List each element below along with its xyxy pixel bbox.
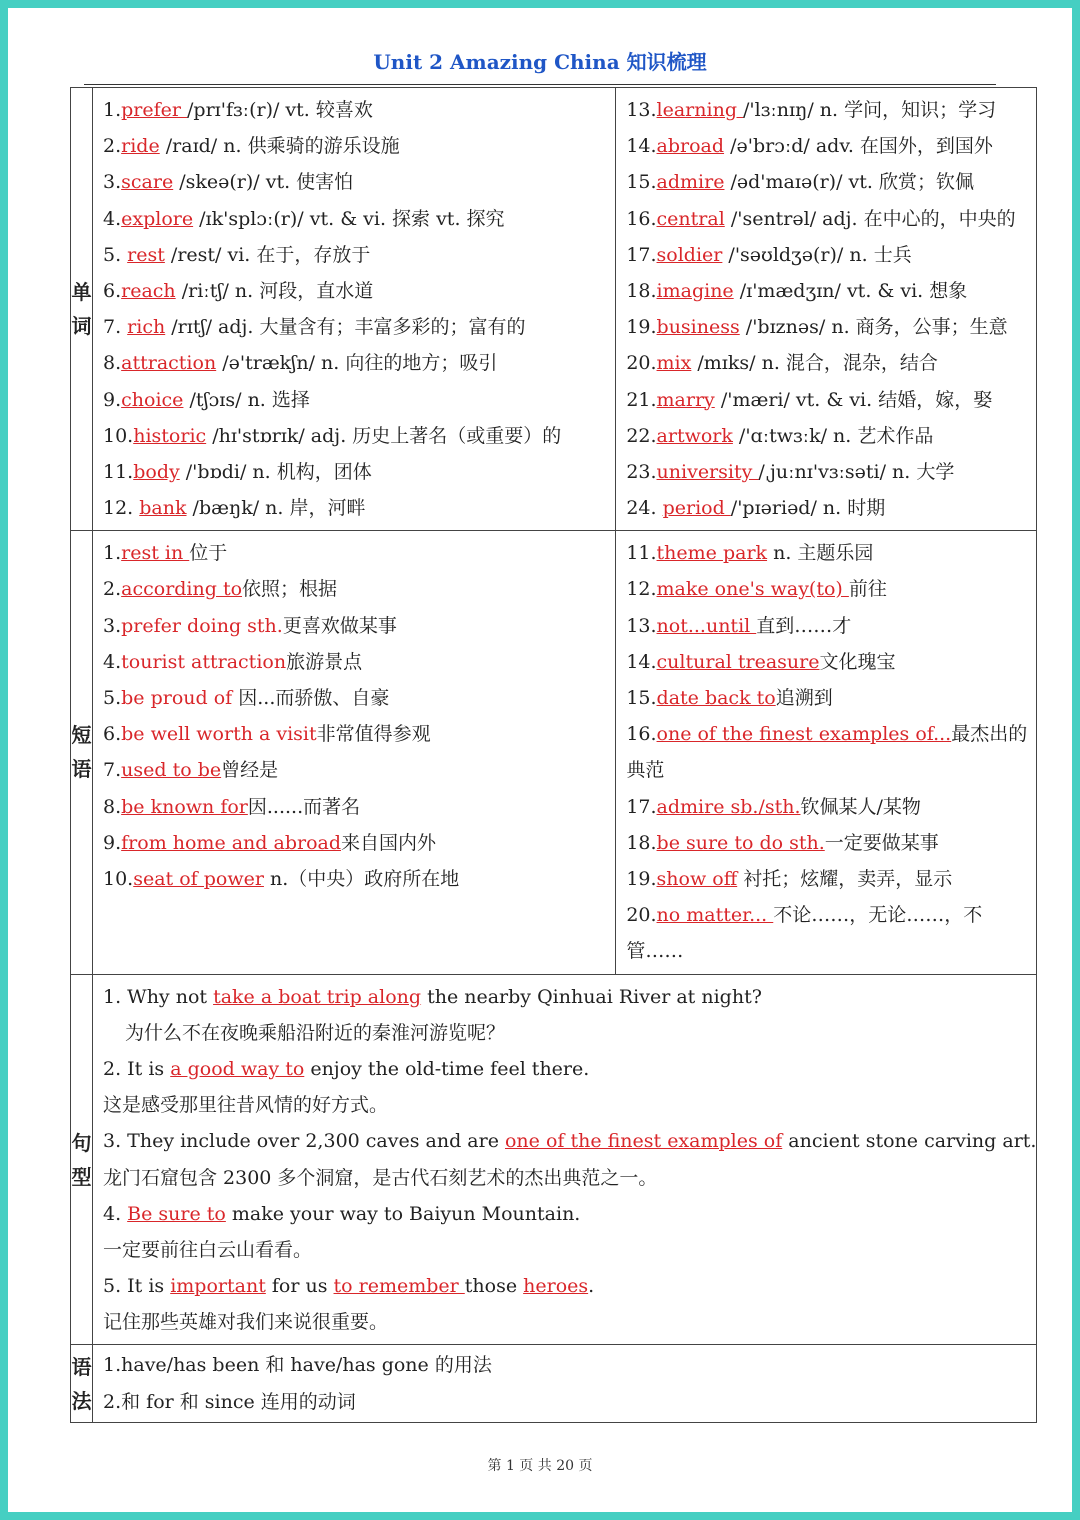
phrase-entry — [103, 535, 615, 571]
phrase-text: admire sb./sth. — [656, 795, 801, 818]
entry-word: admire — [656, 171, 725, 194]
phrase-text: rest in — [121, 542, 190, 565]
entry-definition: /'lɜːnɪŋ/ n. 学问，知识；学习 — [743, 99, 997, 121]
phrase-entry — [626, 897, 1036, 969]
sentences-column — [93, 974, 1037, 1345]
vocab-entry — [103, 418, 615, 454]
vocab-entry — [103, 382, 615, 418]
phrases-left-column — [93, 531, 616, 974]
sentence-text: for us — [265, 1275, 334, 1298]
sentence-key-phrase: one of the finest examples of — [504, 1130, 783, 1153]
vocab-entry — [103, 490, 615, 526]
vocab-right-column — [616, 88, 1037, 531]
phrase-text: be well worth a visit — [121, 723, 317, 746]
phrase-meaning: 因...而骄傲、自豪 — [238, 687, 390, 709]
phrase-entry — [103, 680, 615, 716]
phrase-text: be sure to do sth. — [656, 831, 825, 854]
phrase-number: 1. — [103, 542, 122, 565]
vocab-entry — [103, 345, 615, 381]
phrase-text: show off — [656, 867, 738, 890]
entry-word: business — [656, 316, 740, 339]
entry-definition: /əd'maɪə(r)/ vt. 欣赏；钦佩 — [724, 171, 974, 194]
entry-word: marry — [656, 388, 715, 411]
phrase-meaning: 因......而著名 — [247, 795, 361, 818]
phrase-meaning: 依照；根据 — [242, 578, 338, 601]
sentence-english — [103, 1051, 1036, 1087]
phrase-number: 4. — [103, 650, 122, 673]
phrase-number: 3. — [103, 614, 122, 637]
vocab-entry — [626, 309, 1036, 345]
entry-number: 6. — [103, 279, 122, 302]
entry-number: 16. — [626, 207, 657, 230]
vocab-entry — [626, 201, 1036, 237]
phrase-text: make one's way(to) — [656, 578, 849, 601]
phrase-entry — [626, 789, 1036, 825]
category-label-text: 句型 — [71, 1130, 92, 1189]
phrase-entry — [103, 752, 615, 788]
entry-definition: /hɪ'stɒrɪk/ adj. 历史上著名（或重要）的 — [206, 424, 562, 447]
phrase-meaning: 旅游景点 — [286, 650, 363, 673]
sentence-key-phrase: a good way to — [170, 1057, 305, 1080]
entry-definition: /'mæri/ vt. & vi. 结婚，嫁，娶 — [714, 388, 993, 411]
sentence-text: 4. — [103, 1202, 128, 1225]
entry-number: 11. — [103, 460, 134, 483]
phrases-label — [71, 531, 93, 974]
sentence-text: 2. It is — [103, 1057, 171, 1080]
entry-word: historic — [133, 424, 207, 447]
sentence-translation: 一定要前往白云山看看。 — [103, 1238, 313, 1261]
entry-definition: /mɪks/ n. 混合，混杂，结合 — [691, 352, 938, 375]
sentence-key-phrase: take a boat trip along — [213, 985, 422, 1008]
sentence-text: 1. Why not — [103, 985, 214, 1008]
entry-number: 17. — [626, 243, 657, 266]
phrase-meaning: 更喜欢做某事 — [282, 614, 397, 637]
vocab-entry — [103, 237, 615, 273]
vocab-entry — [103, 201, 615, 237]
entry-word: mix — [656, 352, 692, 375]
entry-number: 12. — [103, 497, 140, 520]
vocab-entry — [103, 128, 615, 164]
entry-number: 15. — [626, 171, 657, 194]
entry-word: prefer — [121, 99, 188, 121]
entry-number: 10. — [103, 424, 134, 447]
phrase-meaning: 来自国内外 — [341, 831, 437, 854]
entry-number: 24. — [626, 497, 663, 520]
phrase-number: 6. — [103, 723, 122, 746]
phrase-meaning: 直到……才 — [756, 614, 852, 637]
sentences-label — [71, 974, 93, 1345]
entry-word: imagine — [656, 279, 734, 302]
vocab-entry — [103, 92, 615, 128]
vocab-entry — [626, 92, 1036, 128]
entry-word: explore — [121, 207, 194, 230]
entry-word: choice — [121, 388, 184, 411]
phrase-entry — [626, 608, 1036, 644]
phrase-number: 14. — [626, 650, 657, 673]
phrase-number: 11. — [626, 542, 657, 565]
entry-definition: /rest/ vi. 在于，存放于 — [164, 243, 371, 266]
entry-word: learning — [656, 99, 744, 121]
entry-number: 2. — [103, 135, 122, 158]
phrase-number: 16. — [626, 723, 657, 746]
vocab-entry — [103, 273, 615, 309]
entry-definition: /skeə(r)/ vt. 使害怕 — [173, 171, 354, 194]
sentences-row — [71, 974, 1037, 1345]
phrase-number: 15. — [626, 687, 657, 709]
entry-word: abroad — [656, 135, 725, 158]
vocab-entry — [626, 418, 1036, 454]
phrase-number: 17. — [626, 795, 657, 818]
phrase-meaning: n.（中央）政府所在地 — [263, 867, 460, 890]
entry-number: 4. — [103, 207, 122, 230]
vocab-entry — [103, 454, 615, 490]
phrase-entry — [626, 571, 1036, 607]
entry-definition: /rɪtʃ/ adj. 大量含有；丰富多彩的；富有的 — [165, 316, 526, 339]
entry-definition: /tʃɔɪs/ n. 选择 — [183, 388, 310, 411]
entry-number: 21. — [626, 388, 657, 411]
entry-definition: /ɪ'mædʒɪn/ vt. & vi. 想象 — [733, 279, 968, 302]
sentence-translation: 为什么不在夜晚乘船沿附近的秦淮河游览呢？ — [125, 1021, 506, 1044]
sentence-key-phrase: to remember — [333, 1275, 465, 1298]
phrase-meaning: 衬托；炫耀，卖弄，显示 — [737, 867, 953, 890]
vocab-entry — [103, 309, 615, 345]
phrase-meaning: 曾经是 — [221, 759, 279, 782]
phrase-text: cultural treasure — [656, 650, 820, 673]
phrase-text: no matter... — [656, 904, 774, 927]
phrase-number: 2. — [103, 578, 122, 601]
entry-word: attraction — [121, 352, 217, 375]
vocab-entry — [626, 164, 1036, 200]
grammar-column — [93, 1345, 1037, 1422]
vocab-entry — [626, 237, 1036, 273]
sentence-text: 3. They include over 2,300 caves and are — [103, 1130, 505, 1153]
vocab-entry — [626, 128, 1036, 164]
sentence-english — [103, 1268, 1036, 1304]
phrase-text: theme park — [656, 542, 768, 565]
entry-definition: /'sentrəl/ adj. 在中心的，中央的 — [724, 207, 1016, 230]
grammar-item: 2.和 for 和 since 连用的动词 — [103, 1390, 356, 1413]
page-footer: 第 1 页 共 20 页 — [487, 1458, 593, 1474]
phrase-entry — [103, 716, 615, 752]
sentence-english — [103, 1196, 1036, 1232]
grammar-label — [71, 1345, 93, 1422]
sentence-key-phrase: heroes — [523, 1275, 589, 1298]
entry-word: reach — [121, 279, 176, 302]
phrase-text: tourist attraction — [121, 650, 287, 673]
entry-word: university — [656, 460, 759, 483]
grammar-row — [71, 1345, 1037, 1422]
phrase-entry — [626, 861, 1036, 897]
category-label-text: 短语 — [71, 723, 92, 782]
entry-number: 1. — [103, 99, 122, 121]
phrase-meaning: 前往 — [848, 578, 887, 601]
entry-word: scare — [121, 171, 174, 194]
entry-definition: /riːtʃ/ n. 河段，直水道 — [175, 279, 374, 302]
page-title: Unit 2 Amazing China 知识梳理 — [373, 50, 707, 74]
sentence-translation: 记住那些英雄对我们来说很重要。 — [103, 1311, 389, 1334]
phrase-meaning: 文化瑰宝 — [819, 650, 896, 673]
phrase-meaning: 不论……，无论……，不管…… — [626, 904, 983, 963]
entry-definition: /'ɑːtwɜːk/ n. 艺术作品 — [732, 424, 934, 447]
entry-number: 22. — [626, 424, 657, 447]
phrase-meaning: n. 主题乐园 — [767, 542, 874, 565]
sentence-translation: 这是感受那里往昔风情的好方式。 — [103, 1094, 389, 1117]
phrase-entry — [103, 644, 615, 680]
phrase-number: 18. — [626, 831, 657, 854]
vocab-row — [71, 88, 1037, 531]
entry-number: 19. — [626, 316, 657, 339]
phrase-text: prefer doing sth. — [121, 614, 283, 637]
phrases-right-column — [616, 531, 1037, 974]
vocab-entry — [103, 164, 615, 200]
category-label-text: 单词 — [71, 280, 92, 339]
entry-definition: /'bɪznəs/ n. 商务，公事；生意 — [739, 316, 1008, 339]
entry-word: soldier — [656, 243, 723, 266]
sentence-text: ancient stone carving art. — [782, 1130, 1037, 1153]
sentence-english — [103, 1123, 1036, 1159]
phrase-entry — [103, 789, 615, 825]
phrase-meaning: 位于 — [189, 542, 228, 565]
entry-number: 5. — [103, 243, 128, 266]
vocab-entry — [626, 345, 1036, 381]
phrase-number: 10. — [103, 867, 134, 890]
sentence-text: the nearby Qinhuai River at night? — [421, 985, 762, 1008]
sentence-text: 5. It is — [103, 1275, 171, 1298]
phrase-entry — [626, 716, 1036, 788]
phrase-number: 19. — [626, 867, 657, 890]
title-rule — [84, 84, 996, 85]
knowledge-table — [70, 87, 1037, 1423]
entry-definition: /raɪd/ n. 供乘骑的游乐设施 — [159, 135, 400, 158]
sentence-english — [103, 979, 1036, 1015]
phrase-text: be known for — [121, 795, 248, 818]
phrase-meaning: 追溯到 — [775, 687, 833, 709]
category-label-text: 语法 — [71, 1354, 92, 1413]
entry-number: 7. — [103, 316, 128, 339]
entry-number: 20. — [626, 352, 657, 375]
entry-definition: /'bɒdi/ n. 机构，团体 — [179, 460, 372, 483]
entry-definition: /'pɪəriəd/ n. 时期 — [730, 497, 886, 520]
sentence-text: enjoy the old-time feel there. — [304, 1057, 590, 1080]
entry-word: artwork — [656, 424, 733, 447]
phrase-entry — [626, 680, 1036, 716]
entry-word: rich — [127, 316, 166, 339]
entry-number: 18. — [626, 279, 657, 302]
grammar-item: 1.have/has been 和 have/has gone 的用法 — [103, 1354, 492, 1377]
phrase-text: date back to — [656, 687, 776, 709]
phrase-number: 20. — [626, 904, 657, 927]
vocab-entry — [626, 454, 1036, 490]
sentence-text: those — [464, 1275, 524, 1298]
entry-definition: /ə'brɔːd/ adv. 在国外，到国外 — [724, 135, 993, 158]
phrase-meaning: 一定要做某事 — [824, 831, 939, 854]
sentence-text: make your way to Baiyun Mountain. — [225, 1202, 581, 1225]
entry-definition: /prɪ'fɜː(r)/ vt. 较喜欢 — [187, 99, 373, 121]
vocab-entry — [626, 382, 1036, 418]
sentence-key-phrase: important — [170, 1275, 266, 1298]
phrase-text: not...until — [656, 614, 757, 637]
vocab-entry — [626, 273, 1036, 309]
phrase-number: 5. — [103, 687, 122, 709]
vocab-left-column — [93, 88, 616, 531]
phrase-text: from home and abroad — [121, 831, 341, 854]
entry-definition: /ˌjuːnɪ'vɜːsəti/ n. 大学 — [758, 460, 955, 483]
entry-number: 23. — [626, 460, 657, 483]
sentence-translation: 龙门石窟包含 2300 多个洞窟，是古代石刻艺术的杰出典范之一。 — [103, 1166, 658, 1189]
entry-word: period — [662, 497, 731, 520]
entry-definition: /ə'trækʃn/ n. 向往的地方；吸引 — [216, 352, 498, 375]
phrase-entry — [626, 644, 1036, 680]
phrase-text: be proud of — [121, 687, 239, 709]
phrase-entry — [626, 535, 1036, 571]
entry-word: body — [133, 460, 180, 483]
phrase-entry — [626, 825, 1036, 861]
phrase-entry — [103, 825, 615, 861]
entry-number: 13. — [626, 99, 657, 121]
entry-number: 9. — [103, 388, 122, 411]
sentence-text: . — [588, 1275, 595, 1298]
entry-word: rest — [127, 243, 165, 266]
entry-definition: /'səʊldʒə(r)/ n. 士兵 — [722, 243, 912, 266]
phrase-entry — [103, 571, 615, 607]
entry-definition: /ɪk'splɔː(r)/ vt. & vi. 探索 vt. 探究 — [193, 207, 505, 230]
entry-number: 3. — [103, 171, 122, 194]
phrase-meaning: 钦佩某人/某物 — [800, 795, 921, 818]
phrase-meaning: 非常值得参观 — [316, 723, 431, 746]
entry-definition: /bæŋk/ n. 岸，河畔 — [186, 497, 366, 520]
phrase-number: 12. — [626, 578, 657, 601]
phrase-text: according to — [121, 578, 243, 601]
entry-word: ride — [121, 135, 160, 158]
phrase-meaning: 最杰出的典范 — [626, 723, 1028, 782]
phrase-text: one of the finest examples of... — [656, 723, 952, 746]
entry-number: 8. — [103, 352, 122, 375]
phrase-number: 8. — [103, 795, 122, 818]
phrase-text: seat of power — [133, 867, 264, 890]
sentence-key-phrase: Be sure to — [127, 1202, 226, 1225]
phrases-row — [71, 531, 1037, 974]
phrase-number: 9. — [103, 831, 122, 854]
entry-word: central — [656, 207, 725, 230]
entry-word: bank — [139, 497, 187, 520]
phrase-number: 13. — [626, 614, 657, 637]
phrase-entry — [103, 861, 615, 897]
phrase-number: 7. — [103, 759, 122, 782]
phrase-entry — [103, 608, 615, 644]
phrase-text: used to be — [121, 759, 222, 782]
vocab-entry — [626, 490, 1036, 526]
entry-number: 14. — [626, 135, 657, 158]
vocab-label — [71, 88, 93, 531]
